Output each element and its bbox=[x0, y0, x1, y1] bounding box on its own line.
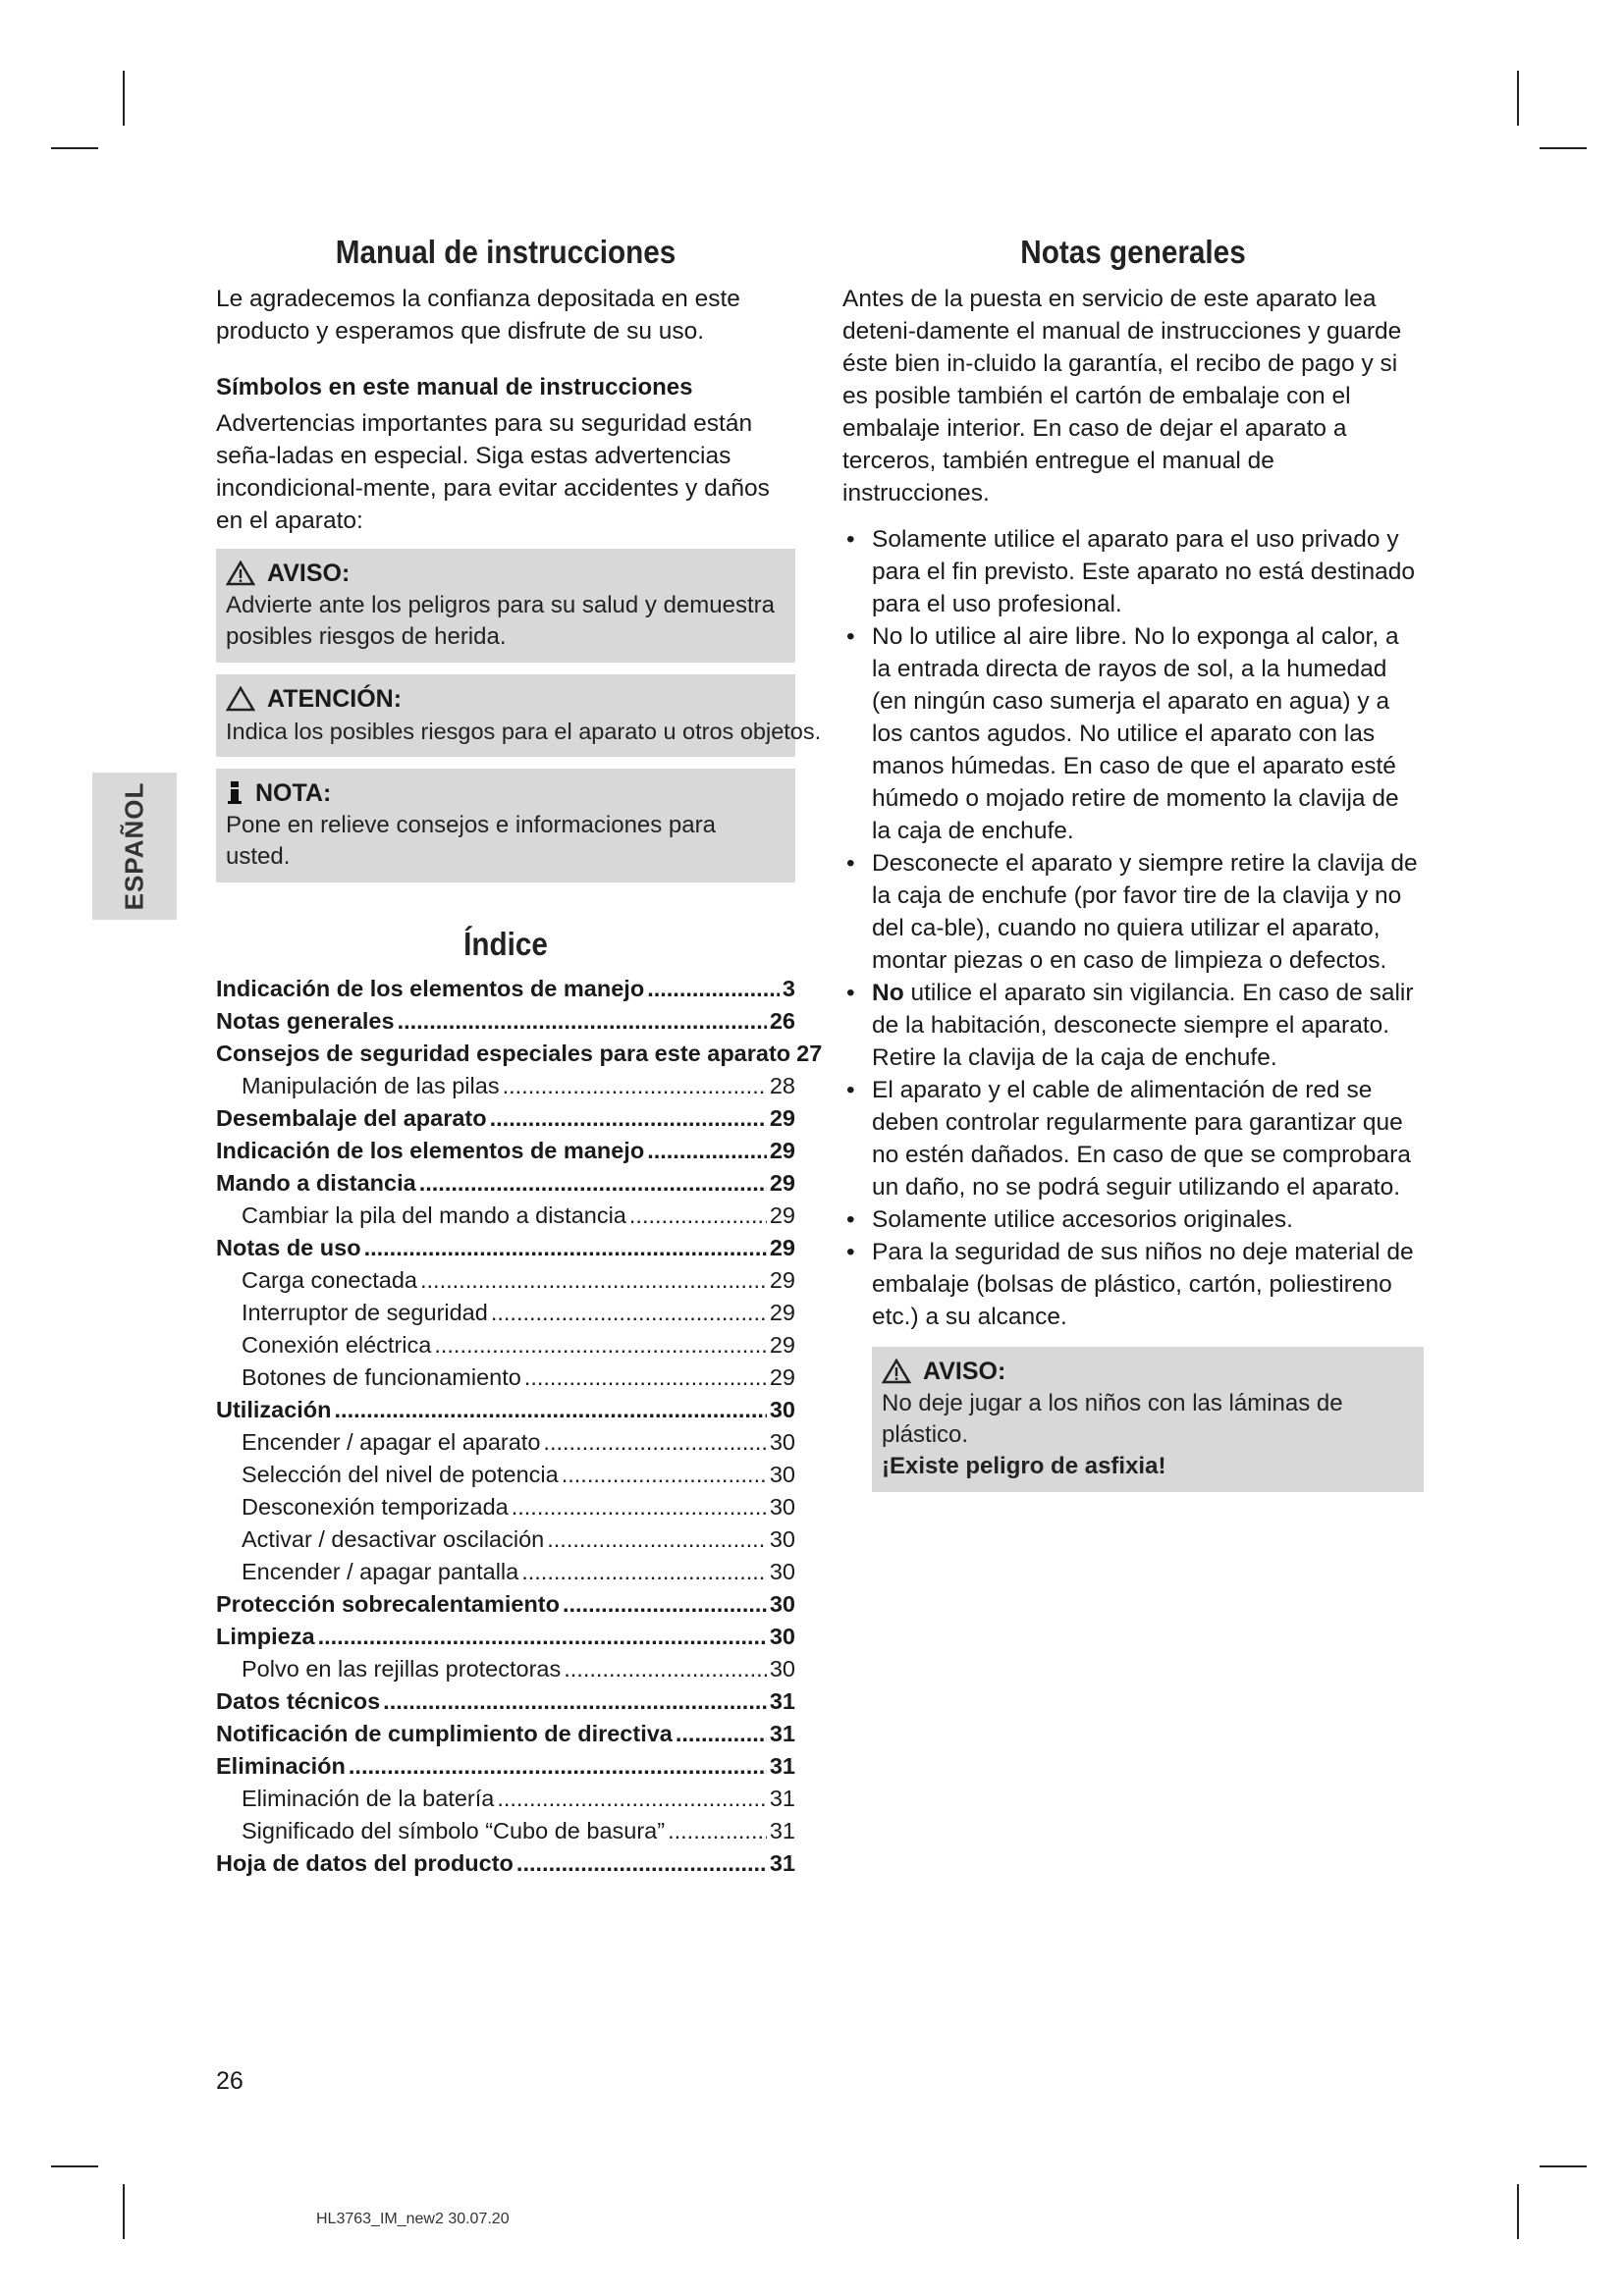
toc-leader-dots bbox=[434, 1329, 767, 1362]
toc-entry-page: 31 bbox=[769, 1721, 795, 1746]
language-tab-label: ESPAÑOL bbox=[119, 781, 149, 911]
toc-entry-title: Encender / apagar el aparato bbox=[242, 1429, 541, 1455]
toc-entry-title: Utilización bbox=[216, 1397, 332, 1422]
toc-leader-dots bbox=[547, 1523, 767, 1556]
toc-entry bbox=[216, 1038, 823, 1070]
toc-entry-title: Consejos de seguridad especiales para este aparato bbox=[216, 1041, 791, 1066]
language-tab bbox=[92, 773, 177, 920]
nota-text: Pone en relieve consejos e informaciones para usted. bbox=[226, 812, 716, 870]
toc-leader-dots bbox=[318, 1621, 767, 1653]
toc-entry bbox=[216, 1750, 795, 1783]
toc-leader-dots bbox=[398, 1005, 767, 1038]
caution-icon bbox=[226, 686, 255, 712]
toc-entry bbox=[216, 1685, 795, 1718]
toc-entry bbox=[216, 1847, 795, 1880]
toc-entry-page: 29 bbox=[769, 1332, 795, 1358]
toc-entry-page: 29 bbox=[769, 1170, 795, 1196]
aviso-box-right bbox=[872, 1347, 1424, 1492]
toc-entry-title: Indicación de los elementos de manejo bbox=[216, 976, 645, 1001]
toc-entry bbox=[216, 1459, 795, 1491]
toc-entry-title: Desembalaje del aparato bbox=[216, 1105, 487, 1131]
toc-entry-title: Conexión eléctrica bbox=[242, 1332, 432, 1358]
toc-entry bbox=[216, 1070, 795, 1102]
list-item: • El aparato y el cable de alimentación de red se deben controlar regularmente para garantizar que no estén dañados. En caso de que se comprobara un daño, no se podrá seguir utilizando el aparato. bbox=[842, 1074, 1424, 1203]
toc-entry-page: 29 bbox=[769, 1267, 795, 1293]
toc-entry bbox=[216, 1815, 795, 1847]
toc-leader-dots bbox=[497, 1783, 767, 1815]
toc-entry-title: Notas de uso bbox=[216, 1235, 361, 1260]
toc-entry bbox=[216, 1556, 795, 1588]
toc-entry-title: Mando a distancia bbox=[216, 1170, 416, 1196]
toc-entry-page: 29 bbox=[769, 1138, 795, 1163]
list-item: • Solamente utilice el aparato para el uso privado y para el fin previsto. Este aparato no está destinado para el uso profesional. bbox=[842, 523, 1424, 620]
toc-entry bbox=[216, 1653, 795, 1685]
aviso-title: AVISO: bbox=[267, 560, 351, 587]
toc-entry bbox=[216, 1394, 795, 1426]
safety-bullets bbox=[842, 523, 1424, 1333]
toc-entry-title: Polvo en las rejillas protectoras bbox=[242, 1656, 562, 1682]
toc-entry bbox=[216, 1232, 795, 1264]
list-item: • Desconecte el aparato y siempre retire la clavija de la caja de enchufe (por favor tire de la clavija y no del ca-ble), cuando no quiera utilizar el aparato, montar piezas o en caso de limpieza o defectos. bbox=[842, 847, 1424, 977]
toc-entry-page: 29 bbox=[769, 1105, 795, 1131]
toc-entry bbox=[216, 1783, 795, 1815]
aviso-right-strong: ¡Existe peligro de asfixia! bbox=[882, 1453, 1166, 1479]
list-item: • Para la seguridad de sus niños no deje material de embalaje (bolsas de plástico, cartón, poliestireno etc.) a su alcance. bbox=[842, 1236, 1424, 1333]
toc-entry-title: Datos técnicos bbox=[216, 1688, 381, 1714]
toc-leader-dots bbox=[383, 1685, 767, 1718]
toc-entry-page: 30 bbox=[769, 1591, 795, 1617]
table-of-contents bbox=[216, 973, 823, 1880]
crop-mark bbox=[51, 2165, 98, 2167]
page-number: 26 bbox=[216, 2067, 244, 2095]
warning-icon bbox=[882, 1359, 911, 1384]
atencion-text: Indica los posibles riesgos para el aparato u otros objetos. bbox=[226, 719, 822, 744]
crop-mark bbox=[1517, 71, 1519, 126]
toc-entry-title: Indicación de los elementos de manejo bbox=[216, 1138, 645, 1163]
toc-leader-dots bbox=[335, 1394, 767, 1426]
toc-leader-dots bbox=[629, 1200, 767, 1232]
toc-entry bbox=[216, 1102, 795, 1135]
list-item-bold: No bbox=[872, 980, 904, 1006]
crop-mark bbox=[123, 2184, 125, 2239]
toc-entry-page: 31 bbox=[769, 1786, 795, 1811]
toc-entry-title: Desconexión temporizada bbox=[242, 1494, 509, 1520]
toc-leader-dots bbox=[349, 1750, 767, 1783]
toc-leader-dots bbox=[647, 1135, 767, 1167]
toc-entry bbox=[216, 1135, 795, 1167]
toc-entry-page: 31 bbox=[769, 1818, 795, 1843]
manual-title: Manual de instrucciones bbox=[335, 234, 677, 270]
aviso-right-text: No deje jugar a los niños con las láminas de plástico. bbox=[882, 1390, 1343, 1448]
list-item bbox=[842, 977, 1424, 1074]
aviso-right-title: AVISO: bbox=[923, 1358, 1006, 1385]
toc-entry bbox=[216, 1588, 795, 1621]
aviso-box bbox=[216, 549, 795, 663]
toc-leader-dots bbox=[512, 1491, 767, 1523]
toc-entry-page: 30 bbox=[769, 1526, 795, 1552]
toc-leader-dots bbox=[419, 1167, 767, 1200]
list-item: • Solamente utilice accesorios originales. bbox=[842, 1203, 1424, 1236]
toc-entry-page: 3 bbox=[782, 976, 795, 1001]
toc-entry-title: Hoja de datos del producto bbox=[216, 1850, 514, 1876]
toc-leader-dots bbox=[503, 1070, 767, 1102]
index-title: Índice bbox=[463, 926, 548, 962]
toc-entry-title: Notas generales bbox=[216, 1008, 395, 1034]
warning-icon bbox=[226, 561, 255, 586]
list-item: • No lo utilice al aire libre. No lo exponga al calor, a la entrada directa de rayos de sol, a la humedad (en ningún caso sumerja el aparato en agua) y a los cantos agudos. No utilice el aparato con las manos húmedas. En caso de que el aparato esté húmedo o mojado retire de momento la clavija de la caja de enchufe. bbox=[842, 620, 1424, 847]
symbols-heading: Símbolos en este manual de instrucciones bbox=[216, 374, 693, 400]
toc-entry-page: 31 bbox=[769, 1688, 795, 1714]
crop-mark bbox=[1517, 2184, 1519, 2239]
toc-leader-dots bbox=[490, 1102, 767, 1135]
toc-entry bbox=[216, 1718, 795, 1750]
toc-entry-page: 28 bbox=[769, 1073, 795, 1098]
right-column bbox=[842, 234, 1424, 1492]
toc-entry bbox=[216, 1264, 795, 1297]
toc-entry-title: Eliminación de la batería bbox=[242, 1786, 495, 1811]
toc-entry-page: 27 bbox=[796, 1041, 823, 1066]
toc-leader-dots bbox=[668, 1815, 767, 1847]
toc-entry-page: 30 bbox=[769, 1559, 795, 1584]
toc-leader-dots bbox=[543, 1426, 766, 1459]
info-icon bbox=[226, 780, 244, 806]
toc-leader-dots bbox=[524, 1362, 767, 1394]
toc-leader-dots bbox=[562, 1459, 767, 1491]
toc-entry bbox=[216, 1167, 795, 1200]
toc-entry-title: Protección sobrecalentamiento bbox=[216, 1591, 560, 1617]
toc-entry bbox=[216, 1005, 795, 1038]
intro-text: Le agradecemos la confianza depositada en este producto y esperamos que disfrute de su uso. bbox=[216, 286, 740, 345]
toc-entry-page: 30 bbox=[769, 1397, 795, 1422]
toc-entry-page: 30 bbox=[769, 1494, 795, 1520]
atencion-box bbox=[216, 674, 822, 757]
toc-leader-dots bbox=[491, 1297, 767, 1329]
toc-entry bbox=[216, 1362, 795, 1394]
toc-leader-dots bbox=[420, 1264, 767, 1297]
toc-entry bbox=[216, 1523, 795, 1556]
toc-entry bbox=[216, 973, 795, 1005]
toc-leader-dots bbox=[364, 1232, 767, 1264]
toc-entry-title: Notificación de cumplimiento de directiva bbox=[216, 1721, 673, 1746]
toc-entry-page: 29 bbox=[769, 1300, 795, 1325]
toc-leader-dots bbox=[676, 1718, 767, 1750]
crop-mark bbox=[51, 147, 98, 149]
toc-entry-title: Encender / apagar pantalla bbox=[242, 1559, 519, 1584]
crop-mark bbox=[1540, 2165, 1587, 2167]
toc-entry bbox=[216, 1491, 795, 1523]
crop-mark bbox=[1540, 147, 1587, 149]
toc-entry-page: 29 bbox=[769, 1364, 795, 1390]
toc-entry-title: Manipulación de las pilas bbox=[242, 1073, 500, 1098]
toc-entry-title: Limpieza bbox=[216, 1624, 315, 1649]
toc-entry bbox=[216, 1297, 795, 1329]
aviso-text: Advierte ante los peligros para su salud y demuestra posibles riesgos de herida. bbox=[226, 592, 775, 650]
toc-entry-title: Selección del nivel de potencia bbox=[242, 1462, 559, 1487]
toc-entry-page: 30 bbox=[769, 1624, 795, 1649]
general-notes-title: Notas generales bbox=[1020, 234, 1246, 270]
toc-leader-dots bbox=[647, 973, 780, 1005]
left-column bbox=[216, 234, 823, 1880]
toc-entry-title: Significado del símbolo “Cubo de basura” bbox=[242, 1818, 666, 1843]
crop-mark bbox=[123, 71, 125, 126]
toc-entry-title: Activar / desactivar oscilación bbox=[242, 1526, 545, 1552]
nota-title: NOTA: bbox=[255, 779, 332, 807]
toc-entry bbox=[216, 1200, 795, 1232]
toc-entry-title: Carga conectada bbox=[242, 1267, 417, 1293]
toc-leader-dots bbox=[516, 1847, 767, 1880]
general-notes-intro: Antes de la puesta en servicio de este aparato lea deteni-damente el manual de instrucciones y guarde éste bien in-cluido la garantía, el recibo de pago y si es posible también el cartón de embalaje con el embalaje interior. En caso de dejar el aparato a terceros, también entregue el manual de instrucciones. bbox=[842, 286, 1402, 507]
toc-leader-dots bbox=[563, 1588, 767, 1621]
toc-entry bbox=[216, 1329, 795, 1362]
toc-entry-page: 31 bbox=[769, 1850, 795, 1876]
toc-entry bbox=[216, 1426, 795, 1459]
toc-entry-page: 29 bbox=[769, 1235, 795, 1260]
toc-leader-dots bbox=[521, 1556, 767, 1588]
toc-entry-title: Cambiar la pila del mando a distancia bbox=[242, 1202, 626, 1228]
toc-entry-page: 30 bbox=[769, 1462, 795, 1487]
toc-entry-title: Interruptor de seguridad bbox=[242, 1300, 488, 1325]
toc-entry-page: 30 bbox=[769, 1656, 795, 1682]
footer-code: HL3763_IM_new2 30.07.20 bbox=[316, 2211, 510, 2227]
toc-entry-title: Eliminación bbox=[216, 1753, 346, 1779]
toc-entry-page: 26 bbox=[769, 1008, 795, 1034]
toc-entry-page: 31 bbox=[769, 1753, 795, 1779]
list-item-rest: utilice el aparato sin vigilancia. En caso de salir de la habitación, desconecte siempre el aparato. Retire la clavija de la caja de enchufe. bbox=[872, 980, 1414, 1071]
symbols-text: Advertencias importantes para su seguridad están seña-ladas en especial. Siga estas advertencias incondicional-mente, para evitar accidentes y daños en el aparato: bbox=[216, 410, 770, 534]
atencion-title: ATENCIÓN: bbox=[267, 685, 403, 713]
toc-entry bbox=[216, 1621, 795, 1653]
toc-entry-page: 29 bbox=[769, 1202, 795, 1228]
nota-box bbox=[216, 769, 795, 882]
toc-entry-page: 30 bbox=[769, 1429, 795, 1455]
toc-entry-title: Botones de funcionamiento bbox=[242, 1364, 521, 1390]
toc-leader-dots bbox=[564, 1653, 767, 1685]
